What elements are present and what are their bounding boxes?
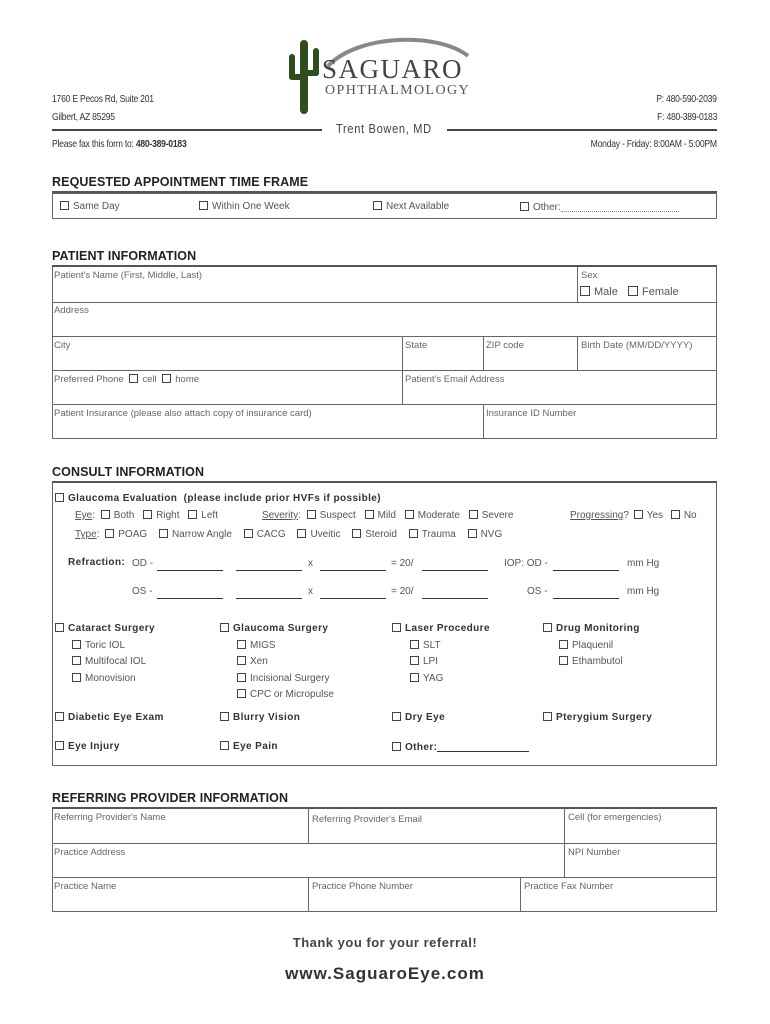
option-label: MIGS	[250, 640, 276, 651]
eye-pain-label: Eye Pain	[233, 741, 278, 752]
option-label: CPC or Micropulse	[250, 689, 334, 700]
diabetic-eye-exam[interactable]	[55, 712, 164, 723]
patient-col-line	[402, 336, 403, 404]
checkbox-icon[interactable]	[105, 529, 114, 538]
glaucoma-evaluation[interactable]	[55, 493, 381, 504]
city-field[interactable]: City	[54, 340, 71, 351]
dry-eye-label: Dry Eye	[405, 712, 446, 723]
patient-col-line	[577, 336, 578, 370]
od-eq-label: = 20/	[391, 558, 414, 569]
fax-note-number: 480-389-0183	[135, 138, 187, 150]
phone-home-label: home	[175, 374, 200, 385]
checkbox-icon[interactable]	[307, 510, 316, 519]
progressing-row: Progressing? Yes No	[570, 510, 697, 521]
type-row: Type: POAG Narrow Angle CACG Uveitic Steroid Trauma NVG	[75, 529, 503, 540]
referring-col-line	[308, 877, 309, 912]
checkbox-icon[interactable]	[72, 673, 81, 682]
progressing-option: Yes	[646, 510, 664, 521]
laser-label: Laser Procedure	[405, 623, 490, 634]
eye-option: Right	[156, 510, 180, 521]
npi-number-field[interactable]: NPI Number	[568, 847, 621, 858]
glaucoma-surgery-option[interactable]	[237, 689, 334, 700]
blurry-label: Blurry Vision	[233, 712, 301, 723]
checkbox-icon[interactable]	[543, 712, 552, 721]
od-sphere-line[interactable]	[157, 560, 223, 571]
laser-option[interactable]	[410, 640, 441, 651]
drug-option[interactable]	[559, 656, 623, 667]
preferred-phone-label: Preferred Phone	[54, 374, 124, 385]
checkbox-icon[interactable]	[60, 201, 69, 210]
patient-col-line	[483, 404, 484, 439]
practice-phone-field[interactable]: Practice Phone Number	[312, 881, 413, 892]
option-label: Within One Week	[212, 201, 290, 212]
sex-female[interactable]	[628, 286, 679, 298]
od-acuity-line[interactable]	[422, 560, 488, 571]
checkbox-icon[interactable]	[188, 510, 197, 519]
patient-name-field[interactable]: Patient's Name (First, Middle, Last)	[54, 270, 203, 281]
sex-female-label: Female	[642, 286, 679, 298]
patient-row-line	[52, 370, 717, 371]
option-label: Xen	[250, 656, 268, 667]
cataract-option[interactable]	[72, 640, 125, 651]
checkbox-icon[interactable]	[352, 529, 361, 538]
patient-section-title: PATIENT INFORMATION	[52, 249, 197, 263]
refraction-label: Refraction:	[68, 557, 126, 568]
cataract-label: Cataract Surgery	[68, 623, 155, 634]
checkbox-icon[interactable]	[55, 493, 64, 502]
state-field[interactable]: State	[405, 340, 428, 351]
checkbox-icon[interactable]	[671, 510, 680, 519]
header-rule-left	[52, 129, 322, 131]
progressing-option: No	[683, 510, 697, 521]
option-label: LPI	[423, 656, 439, 667]
iop-od-line[interactable]	[553, 560, 619, 571]
option-label: Other:	[533, 202, 561, 213]
blurry-vision[interactable]	[220, 712, 300, 723]
checkbox-icon[interactable]	[409, 529, 418, 538]
cataract-surgery[interactable]	[55, 623, 155, 634]
od-label: OD -	[132, 558, 154, 569]
option-label: Same Day	[73, 201, 120, 212]
os-x-label: x	[308, 586, 313, 597]
option-label: YAG	[423, 673, 444, 684]
patient-col-line	[577, 267, 578, 302]
address-field[interactable]: Address	[54, 305, 89, 316]
logo-name: SAGUARO	[322, 54, 464, 84]
checkbox-icon[interactable]	[580, 286, 590, 296]
os-acuity-line[interactable]	[422, 588, 488, 599]
severity-option: Mild	[377, 510, 396, 521]
appointment-section-title: REQUESTED APPOINTMENT TIME FRAME	[52, 175, 309, 189]
eye-row: Eye: Both Right Left	[75, 510, 218, 521]
checkbox-icon[interactable]	[72, 640, 81, 649]
checkbox-icon[interactable]	[392, 712, 401, 721]
type-option: Narrow Angle	[171, 529, 232, 540]
checkbox-icon[interactable]	[410, 673, 419, 682]
practice-fax-field[interactable]: Practice Fax Number	[524, 881, 614, 892]
referring-name-field[interactable]: Referring Provider's Name	[54, 812, 166, 823]
checkbox-icon[interactable]	[297, 529, 306, 538]
glaucoma-note: (please include prior HVFs if possible)	[183, 493, 381, 504]
checkbox-icon[interactable]	[628, 286, 638, 296]
referring-email-field[interactable]: Referring Provider's Email	[312, 814, 423, 825]
eye-pain[interactable]	[220, 741, 278, 752]
referring-col-line	[520, 877, 521, 912]
diabetic-label: Diabetic Eye Exam	[68, 712, 164, 723]
od-cylinder-line[interactable]	[236, 560, 302, 571]
sex-male[interactable]	[580, 286, 618, 298]
pterygium-surgery[interactable]	[543, 712, 652, 723]
option-within-one-week[interactable]	[199, 201, 290, 212]
fax-note	[52, 138, 187, 150]
consult-other-line[interactable]	[437, 741, 529, 752]
insurance-field[interactable]: Patient Insurance (please also attach copy of insurance card)	[54, 408, 312, 419]
os-label: OS -	[132, 586, 153, 597]
checkbox-icon[interactable]	[220, 712, 229, 721]
checkbox-icon[interactable]	[559, 656, 568, 665]
iop-os-unit: mm Hg	[627, 586, 660, 597]
practice-address-field[interactable]: Practice Address	[54, 847, 126, 858]
glaucoma-surgery-option[interactable]	[237, 673, 329, 684]
laser-procedure[interactable]	[392, 623, 490, 634]
option-label: Incisional Surgery	[250, 673, 330, 684]
checkbox-icon[interactable]	[220, 741, 229, 750]
eye-injury-label: Eye Injury	[68, 741, 120, 752]
option-other[interactable]	[520, 201, 679, 213]
checkbox-icon[interactable]	[220, 623, 229, 632]
iop-os-line[interactable]	[553, 588, 619, 599]
email-field[interactable]: Patient's Email Address	[405, 374, 505, 385]
office-hours: Monday - Friday: 8:00AM - 5:00PM	[590, 138, 717, 150]
checkbox-icon[interactable]	[101, 510, 110, 519]
os-eq-label: = 20/	[391, 586, 414, 597]
checkbox-icon[interactable]	[159, 529, 168, 538]
od-axis-line[interactable]	[320, 560, 386, 571]
checkbox-icon[interactable]	[237, 673, 246, 682]
glaucoma-surgery[interactable]	[220, 623, 328, 634]
progressing-label: Progressing	[570, 510, 624, 521]
checkbox-icon[interactable]	[55, 623, 64, 632]
checkbox-icon[interactable]	[365, 510, 374, 519]
iop-od-unit: mm Hg	[627, 558, 660, 569]
glaucoma-surgery-option[interactable]	[237, 640, 276, 651]
address-line-1: 1760 E Pecos Rd, Suite 201	[52, 93, 154, 105]
insurance-id-field[interactable]: Insurance ID Number	[486, 408, 577, 419]
consult-section-title: CONSULT INFORMATION	[52, 465, 205, 479]
os-sphere-line[interactable]	[157, 588, 223, 599]
option-label: SLT	[423, 640, 441, 651]
checkbox-icon[interactable]	[143, 510, 152, 519]
option-same-day[interactable]	[60, 201, 120, 212]
od-x-label: x	[308, 558, 313, 569]
iop-od-label: IOP: OD -	[504, 558, 548, 569]
referring-row-line	[52, 843, 717, 844]
checkbox-icon[interactable]	[559, 640, 568, 649]
severity-row: Severity: Suspect Mild Moderate Severe	[262, 510, 514, 521]
option-label: Toric IOL	[85, 640, 126, 651]
address-line-2: Gilbert, AZ 85295	[52, 111, 115, 123]
birth-date-field[interactable]: Birth Date (MM/DD/YYYY)	[581, 340, 693, 351]
checkbox-icon[interactable]	[72, 656, 81, 665]
eye-label: Eye	[75, 510, 93, 521]
laser-option[interactable]	[410, 673, 443, 684]
checkbox-icon[interactable]	[392, 623, 401, 632]
checkbox-icon[interactable]	[410, 656, 419, 665]
severity-option: Suspect	[319, 510, 356, 521]
glaucoma-surgery-option[interactable]	[237, 656, 268, 667]
severity-label: Severity	[262, 510, 299, 521]
type-option: Uveitic	[310, 529, 341, 540]
option-label: Next Available	[386, 201, 450, 212]
checkbox-icon[interactable]	[162, 374, 171, 383]
type-option: POAG	[118, 529, 148, 540]
referring-col-line	[564, 809, 565, 877]
option-label: Monovision	[85, 673, 136, 684]
patient-row-line	[52, 336, 717, 337]
option-next-available[interactable]	[373, 201, 449, 212]
phone: P: 480-590-2039	[656, 93, 717, 105]
checkbox-icon[interactable]	[199, 201, 208, 210]
checkbox-icon[interactable]	[543, 623, 552, 632]
fax-note-label: Please fax this form to:	[52, 138, 134, 150]
header-rule-right	[447, 129, 717, 131]
patient-row-line	[52, 302, 717, 303]
checkbox-icon[interactable]	[55, 712, 64, 721]
consult-other[interactable]	[392, 741, 529, 753]
type-label: Type	[75, 529, 97, 540]
consult-other-label: Other:	[405, 742, 438, 753]
checkbox-icon[interactable]	[520, 202, 529, 211]
preferred-phone-field[interactable]	[54, 374, 199, 385]
referring-row-line	[52, 877, 717, 878]
referring-col-line	[308, 809, 309, 843]
referring-section-title: REFERRING PROVIDER INFORMATION	[52, 791, 289, 805]
type-option: Trauma	[421, 529, 456, 540]
checkbox-icon[interactable]	[237, 689, 246, 698]
referring-cell-field[interactable]: Cell (for emergencies)	[568, 812, 662, 823]
type-option: Steroid	[365, 529, 397, 540]
website-link[interactable]: www.SaguaroEye.com	[285, 964, 485, 983]
iop-os-label: OS -	[527, 586, 548, 597]
laser-option[interactable]	[410, 656, 438, 667]
glaucoma-surgery-label: Glaucoma Surgery	[233, 623, 329, 634]
option-label: Ethambutol	[572, 656, 623, 667]
fax: F: 480-389-0183	[657, 111, 717, 123]
checkbox-icon[interactable]	[634, 510, 643, 519]
severity-option: Moderate	[417, 510, 460, 521]
glaucoma-evaluation-label: Glaucoma Evaluation	[68, 493, 178, 504]
eye-injury[interactable]	[55, 741, 120, 752]
eye-option: Left	[201, 510, 218, 521]
logo-subtitle: OPHTHALMOLOGY	[325, 83, 470, 98]
type-option: NVG	[480, 529, 503, 540]
checkbox-icon[interactable]	[392, 742, 401, 751]
patient-row-line	[52, 404, 717, 405]
type-option: CACG	[256, 529, 286, 540]
pterygium-label: Pterygium Surgery	[556, 712, 653, 723]
checkbox-icon[interactable]	[468, 529, 477, 538]
sex-label: Sex	[581, 270, 598, 281]
checkbox-icon[interactable]	[373, 201, 382, 210]
cataract-option[interactable]	[72, 656, 146, 667]
checkbox-icon[interactable]	[237, 640, 246, 649]
eye-option: Both	[113, 510, 135, 521]
drug-label: Drug Monitoring	[556, 623, 640, 634]
drug-option[interactable]	[559, 640, 613, 651]
patient-col-line	[483, 336, 484, 370]
dry-eye[interactable]	[392, 712, 445, 723]
checkbox-icon[interactable]	[410, 640, 419, 649]
cataract-option[interactable]	[72, 673, 136, 684]
doctor-name: Trent Bowen, MD	[336, 121, 432, 136]
os-cylinder-line[interactable]	[236, 588, 302, 599]
thank-you-message: Thank you for your referral!	[292, 935, 478, 950]
drug-monitoring[interactable]	[543, 623, 640, 634]
checkbox-icon[interactable]	[237, 656, 246, 665]
checkbox-icon[interactable]	[55, 741, 64, 750]
other-line[interactable]	[561, 201, 679, 212]
checkbox-icon[interactable]	[469, 510, 478, 519]
option-label: Multifocal IOL	[85, 656, 147, 667]
phone-cell-label: cell	[142, 374, 157, 385]
practice-name-field[interactable]: Practice Name	[54, 881, 117, 892]
checkbox-icon[interactable]	[129, 374, 138, 383]
zip-field[interactable]: ZIP code	[486, 340, 524, 351]
sex-male-label: Male	[594, 286, 618, 298]
severity-option: Severe	[481, 510, 514, 521]
os-axis-line[interactable]	[320, 588, 386, 599]
option-label: Plaquenil	[572, 640, 614, 651]
checkbox-icon[interactable]	[405, 510, 414, 519]
checkbox-icon[interactable]	[244, 529, 253, 538]
